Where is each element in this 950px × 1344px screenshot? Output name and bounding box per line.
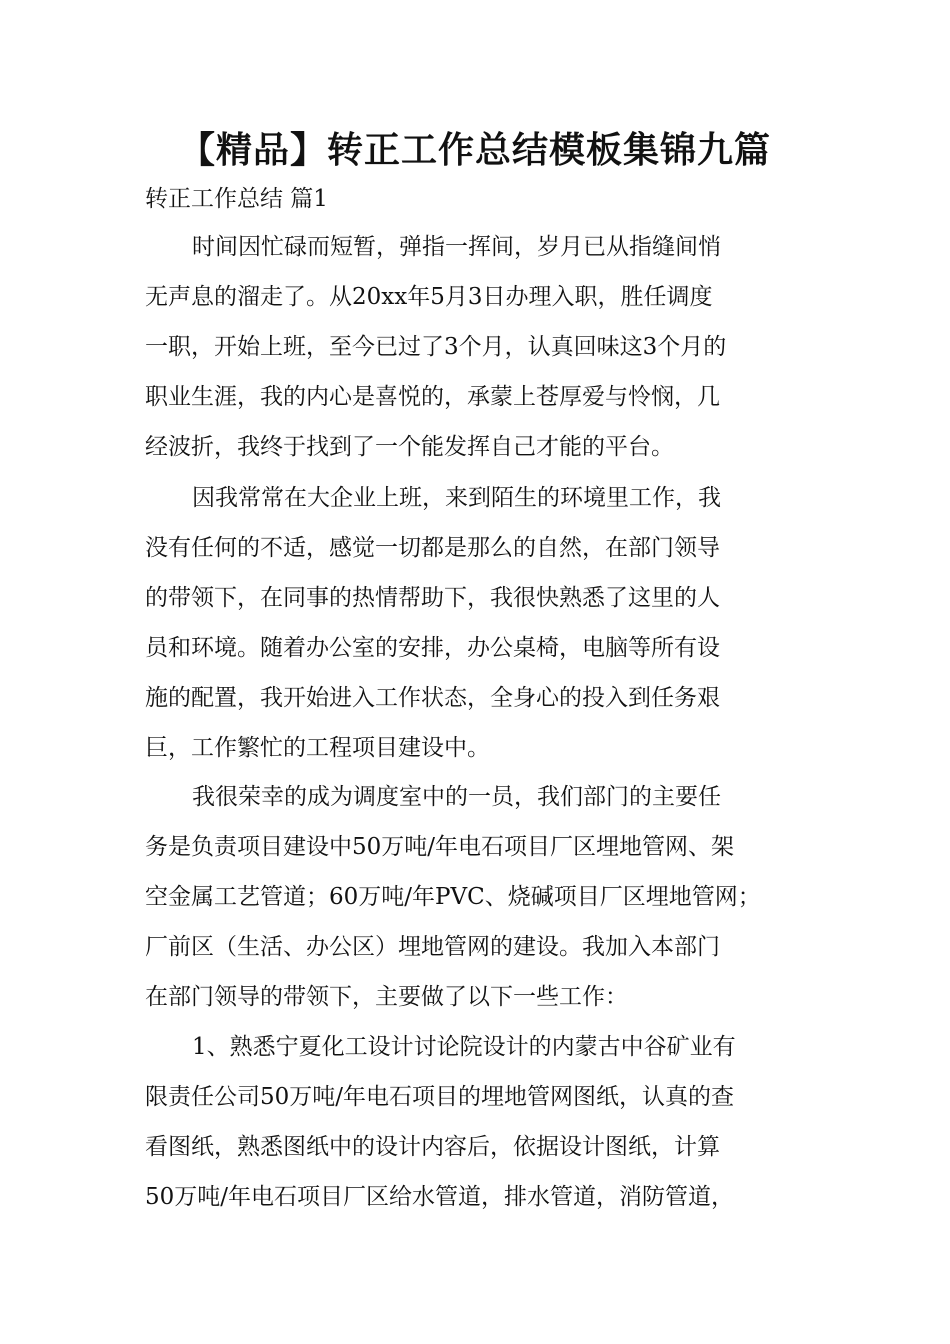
- paragraph-line: 员和环境。随着办公室的安排，办公桌椅，电脑等所有设: [145, 635, 720, 661]
- paragraph-line: 经波折，我终于找到了一个能发挥自己才能的平台。: [145, 434, 674, 460]
- paragraph-line: 无声息的溜走了。从20xx年5月3日办理入职，胜任调度: [145, 284, 713, 310]
- paragraph-line: 50万吨/年电石项目厂区给水管道，排水管道，消防管道，: [145, 1184, 735, 1210]
- paragraph-line: 在部门领导的带领下，主要做了以下一些工作：: [145, 984, 628, 1010]
- paragraph-line: 我很荣幸的成为调度室中的一员，我们部门的主要任: [192, 784, 721, 810]
- paragraph-line: 因我常常在大企业上班，来到陌生的环境里工作，我: [192, 485, 721, 511]
- paragraph-line: 职业生涯，我的内心是喜悦的，承蒙上苍厚爱与怜悯，几: [145, 384, 720, 410]
- paragraph-line: 巨，工作繁忙的工程项目建设中。: [145, 735, 490, 761]
- paragraph-line: 的带领下，在同事的热情帮助下，我很快熟悉了这里的人: [145, 585, 720, 611]
- section-heading: 转正工作总结 篇1: [145, 186, 328, 212]
- paragraph-line: 务是负责项目建设中50万吨/年电石项目厂区埋地管网、架: [145, 834, 735, 860]
- document-title: 【精品】转正工作总结模板集锦九篇: [178, 129, 771, 171]
- paragraph-line: 空金属工艺管道；60万吨/年PVC、烧碱项目厂区埋地管网；: [145, 884, 761, 910]
- paragraph-2: [145, 473, 817, 773]
- paragraph-line: 看图纸，熟悉图纸中的设计内容后，依据设计图纸，计算: [145, 1134, 720, 1160]
- paragraph-line: 限责任公司50万吨/年电石项目的埋地管网图纸，认真的查: [145, 1084, 735, 1110]
- paragraph-line: 施的配置，我开始进入工作状态，全身心的投入到任务艰: [145, 685, 720, 711]
- paragraph-line: 时间因忙碌而短暂，弹指一挥间，岁月已从指缝间悄: [192, 234, 721, 260]
- paragraph-3: [145, 772, 817, 1022]
- paragraph-line: 1、熟悉宁夏化工设计讨论院设计的内蒙古中谷矿业有: [192, 1034, 736, 1060]
- paragraph-line: 没有任何的不适，感觉一切都是那么的自然，在部门领导: [145, 535, 720, 561]
- paragraph-4: [145, 1022, 817, 1222]
- paragraph-line: 一职，开始上班，至今已过了3个月，认真回味这3个月的: [145, 334, 727, 360]
- paragraph-1: [145, 222, 817, 472]
- paragraph-line: 厂前区（生活、办公区）埋地管网的建设。我加入本部门: [145, 934, 720, 960]
